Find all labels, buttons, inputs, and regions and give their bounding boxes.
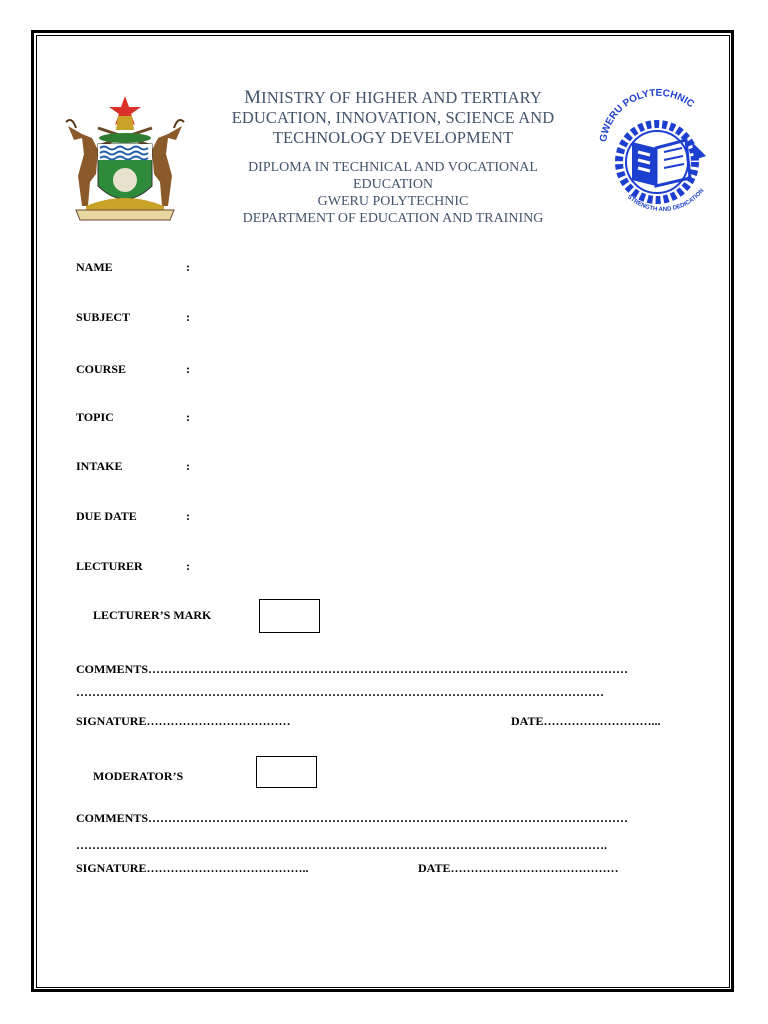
moderator-date: DATE…………………………………… <box>418 861 619 875</box>
ministry-title <box>200 88 586 148</box>
logo-bottom-text: STRENGTH AND DEDICATION <box>625 187 706 214</box>
field-course <box>76 362 190 377</box>
moderator-mark-box[interactable] <box>256 756 317 788</box>
lecturer-mark-label: LECTURER’S MARK <box>93 608 212 622</box>
field-subject <box>76 310 190 325</box>
institution-name: GWERU POLYTECHNIC <box>317 194 469 209</box>
field-lecturer-label: LECTURER <box>76 559 143 573</box>
ministry-line-2: EDUCATION, INNOVATION, SCIENCE AND <box>231 108 555 127</box>
moderator-comments-line-1: COMMENTS………………………………………………………………………………………………………… <box>76 811 628 825</box>
field-subject-label: SUBJECT <box>76 310 131 324</box>
field-topic-colon: : <box>186 410 190 424</box>
moderator-label: MODERATOR’S <box>93 769 184 783</box>
field-name-label: NAME <box>76 260 113 274</box>
field-topic <box>76 410 190 425</box>
field-subject-colon: : <box>186 310 190 324</box>
field-course-colon: : <box>186 362 190 376</box>
diploma-line-2: EDUCATION <box>352 177 434 192</box>
coat-of-arms-emblem <box>52 94 198 230</box>
field-intake-colon: : <box>186 459 190 473</box>
field-due-date-label: DUE DATE <box>76 509 137 523</box>
department-name: DEPARTMENT OF EDUCATION AND TRAINING <box>242 211 544 226</box>
logo-top-text: GWERU POLYTECHNIC <box>598 87 696 143</box>
field-name <box>76 260 190 275</box>
field-topic-label: TOPIC <box>76 410 114 424</box>
lecturer-comments-line-1: COMMENTS………………………………………………………………………………………………………… <box>76 662 628 676</box>
moderator-comments-line-2: ……………………………………………………………………………………………………………………. <box>76 838 607 852</box>
field-lecturer <box>76 559 190 574</box>
lecturer-date: DATE………………………... <box>511 714 661 728</box>
field-lecturer-colon: : <box>186 559 190 573</box>
field-due-date-colon: : <box>186 509 190 523</box>
field-course-label: COURSE <box>76 362 127 376</box>
moderator-signature: SIGNATURE………………………………….. <box>76 861 309 875</box>
field-due-date <box>76 509 190 524</box>
diploma-line-1: DIPLOMA IN TECHNICAL AND VOCATIONAL <box>248 160 538 175</box>
lecturer-signature: SIGNATURE……………………………… <box>76 714 291 728</box>
programme-block <box>200 159 586 227</box>
ministry-initial: M <box>244 87 262 108</box>
document-header <box>200 88 586 227</box>
field-name-colon: : <box>186 260 190 274</box>
ministry-line-3: TECHNOLOGY DEVELOPMENT <box>272 128 514 147</box>
field-intake-label: INTAKE <box>76 459 123 473</box>
field-intake <box>76 459 190 474</box>
lecturer-comments-line-2: …………………………………………………………………………………………………………………… <box>76 685 604 699</box>
gweru-polytechnic-logo <box>594 82 722 216</box>
ministry-line-1: INISTRY OF HIGHER AND TERTIARY <box>261 88 542 107</box>
lecturer-mark-box[interactable] <box>259 599 320 633</box>
